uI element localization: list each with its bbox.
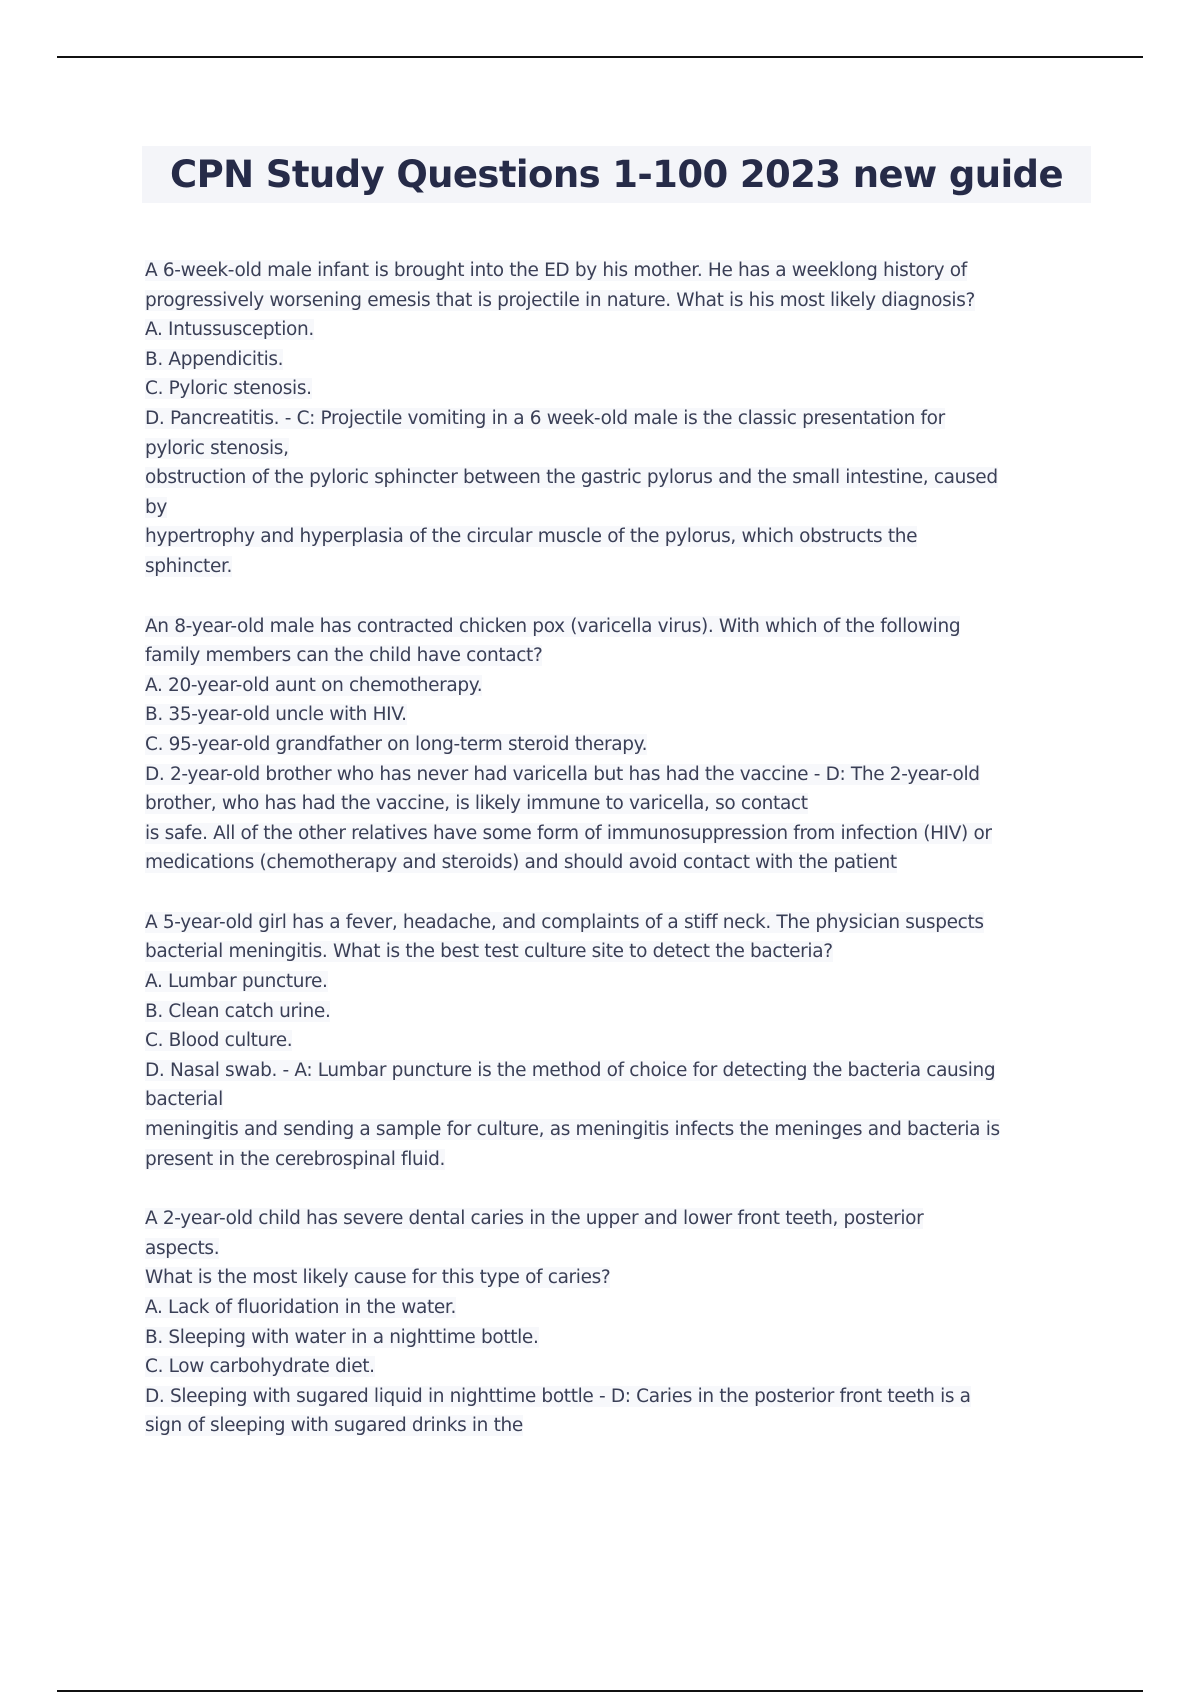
explanation-line [145, 463, 1085, 493]
line-text: by [145, 496, 167, 518]
line-text: sphincter. [145, 555, 233, 577]
answer-option-d [145, 1382, 1085, 1412]
line-text: obstruction of the pyloric sphincter between the gastric pylorus and the small intestine, caused [145, 467, 998, 489]
explanation-line [145, 1115, 1085, 1145]
line-text: D. Sleeping with sugared liquid in nighttime bottle - D: Caries in the posterior front teeth is a [145, 1385, 971, 1407]
question-line [145, 908, 1085, 938]
line-text: B. Appendicitis. [145, 348, 284, 370]
explanation-line [145, 552, 1085, 582]
line-text: medications (chemotherapy and steroids) and should avoid contact with the patient [145, 852, 897, 874]
question-block-3 [145, 908, 1085, 1174]
line-text: A. Lumbar puncture. [145, 971, 328, 993]
line-text: C. Low carbohydrate diet. [145, 1356, 375, 1378]
line-text: is safe. All of the other relatives have some form of immunosuppression from infection (HIV) or [145, 822, 992, 844]
answer-option-c [145, 374, 1085, 404]
answer-option-d [145, 1056, 1085, 1086]
line-text: A. Intussusception. [145, 319, 314, 341]
line-text: sign of sleeping with sugared drinks in the [145, 1415, 523, 1437]
answer-option-d [145, 760, 1085, 790]
explanation-line [145, 1085, 1085, 1115]
line-text: D. 2-year-old brother who has never had varicella but has had the vaccine - D: The 2-year-old [145, 763, 980, 785]
line-text: A. 20-year-old aunt on chemotherapy. [145, 674, 483, 696]
line-text: D. Nasal swab. - A: Lumbar puncture is the method of choice for detecting the bacteria causing [145, 1059, 996, 1081]
line-text: What is the most likely cause for this type of caries? [145, 1267, 611, 1289]
question-line [145, 1204, 1085, 1234]
top-rule [57, 56, 1143, 58]
question-line [145, 256, 1085, 286]
line-text: bacterial meningitis. What is the best test culture site to detect the bacteria? [145, 941, 833, 963]
line-text: C. 95-year-old grandfather on long-term steroid therapy. [145, 733, 648, 755]
line-text: A 2-year-old child has severe dental caries in the upper and lower front teeth, posterior [145, 1208, 924, 1230]
line-text: hypertrophy and hyperplasia of the circular muscle of the pylorus, which obstructs the [145, 526, 918, 548]
line-text: B. 35-year-old uncle with HIV. [145, 704, 407, 726]
answer-option-b [145, 997, 1085, 1027]
bottom-rule [57, 1690, 1143, 1692]
explanation-line [145, 522, 1085, 552]
answer-option-a [145, 967, 1085, 997]
question-list [145, 256, 1085, 1471]
document-title: CPN Study Questions 1-100 2023 new guide [170, 153, 1063, 196]
question-line [145, 286, 1085, 316]
line-text: D. Pancreatitis. - C: Projectile vomiting in a 6 week-old male is the classic presentation for [145, 407, 945, 429]
line-text: meningitis and sending a sample for culture, as meningitis infects the meninges and bacteria is [145, 1119, 1000, 1141]
question-block-4 [145, 1204, 1085, 1441]
line-text: present in the cerebrospinal fluid. [145, 1148, 446, 1170]
explanation-line [145, 819, 1085, 849]
answer-option-a [145, 315, 1085, 345]
explanation-line [145, 434, 1085, 464]
answer-option-a [145, 1293, 1085, 1323]
answer-option-c [145, 1026, 1085, 1056]
answer-option-c [145, 730, 1085, 760]
question-line [145, 1234, 1085, 1264]
answer-option-a [145, 671, 1085, 701]
answer-option-c [145, 1352, 1085, 1382]
line-text: A 6-week-old male infant is brought into the ED by his mother. He has a weeklong history of [145, 260, 967, 281]
question-line [145, 612, 1085, 642]
answer-option-b [145, 700, 1085, 730]
explanation-line [145, 1145, 1085, 1175]
explanation-line [145, 848, 1085, 878]
line-text: A. Lack of fluoridation in the water. [145, 1297, 456, 1318]
explanation-line [145, 1411, 1085, 1441]
answer-option-b [145, 1323, 1085, 1353]
explanation-line [145, 789, 1085, 819]
line-text: family members can the child have contact? [145, 645, 543, 667]
line-text: C. Blood culture. [145, 1030, 293, 1052]
question-line [145, 1263, 1085, 1293]
line-text: progressively worsening emesis that is projectile in nature. What is his most likely diagnosis? [145, 289, 975, 311]
question-line [145, 937, 1085, 967]
explanation-line [145, 493, 1085, 523]
line-text: C. Pyloric stenosis. [145, 378, 312, 400]
line-text: pyloric stenosis, [145, 437, 289, 459]
line-text: bacterial [145, 1089, 223, 1111]
line-text: brother, who has had the vaccine, is likely immune to varicella, so contact [145, 793, 808, 815]
line-text: An 8-year-old male has contracted chicken pox (varicella virus). With which of the following [145, 615, 961, 637]
question-block-2 [145, 612, 1085, 878]
question-line [145, 641, 1085, 671]
line-text: B. Sleeping with water in a nighttime bottle. [145, 1326, 539, 1348]
line-text: aspects. [145, 1237, 220, 1259]
answer-option-b [145, 345, 1085, 375]
question-block-1 [145, 256, 1085, 582]
line-text: B. Clean catch urine. [145, 1000, 331, 1022]
answer-option-d [145, 404, 1085, 434]
line-text: A 5-year-old girl has a fever, headache, and complaints of a stiff neck. The physician suspects [145, 911, 984, 933]
